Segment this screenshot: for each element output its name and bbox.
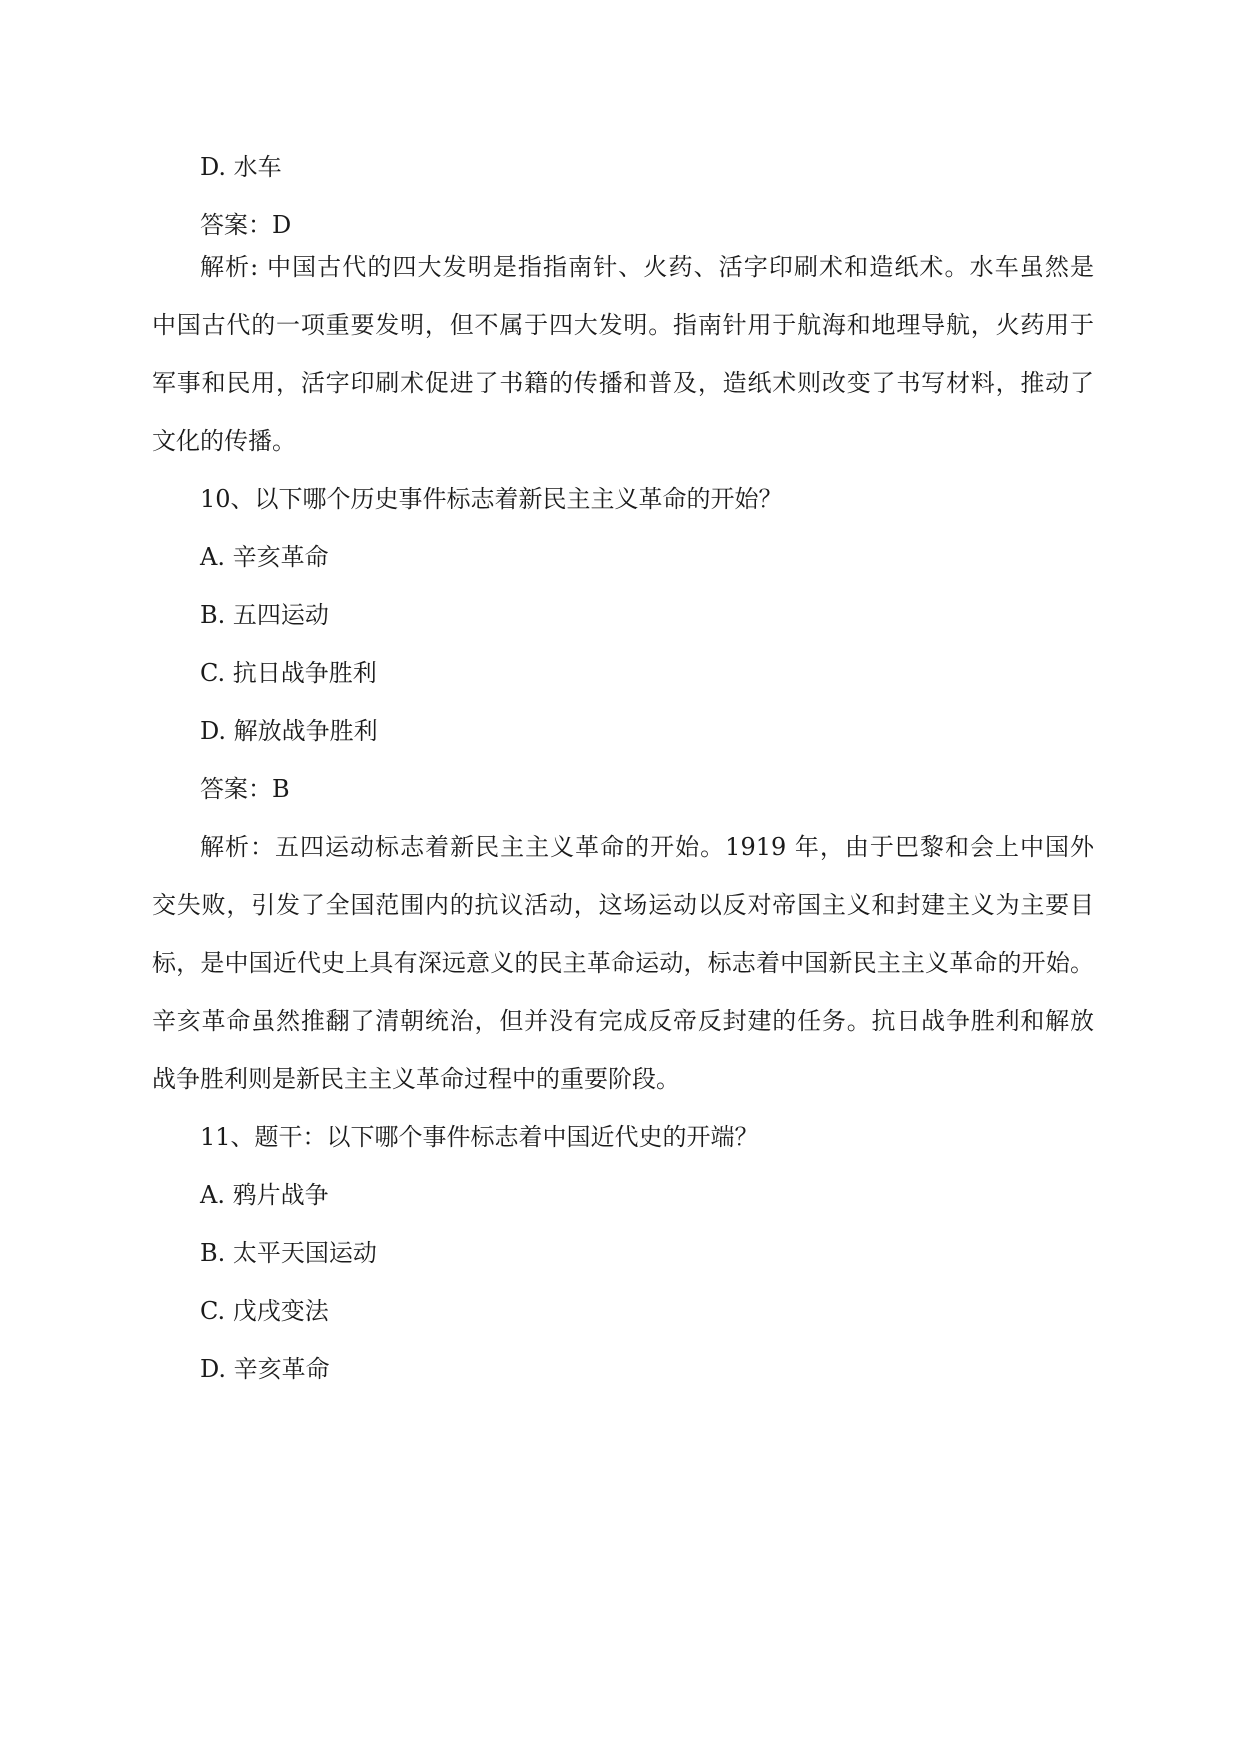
q9-answer: 答案：D bbox=[200, 211, 292, 239]
q10-analysis-line-2: 交失败，引发了全国范围内的抗议活动，这场运动以反对帝国主义和封建主义为主要目 bbox=[152, 891, 1094, 919]
q10-answer: 答案：B bbox=[200, 775, 290, 803]
q10-option-d: D. 解放战争胜利 bbox=[200, 717, 378, 745]
q9-analysis-line-4: 文化的传播。 bbox=[152, 427, 296, 455]
q10-option-a: A. 辛亥革命 bbox=[200, 543, 329, 571]
q10-option-b: B. 五四运动 bbox=[200, 601, 329, 629]
q11-option-a: A. 鸦片战争 bbox=[200, 1181, 329, 1209]
q10-analysis-line-3: 标，是中国近代史上具有深远意义的民主革命运动，标志着中国新民主主义革命的开始。 bbox=[152, 949, 1094, 977]
q10-analysis-line-4: 辛亥革命虽然推翻了清朝统治，但并没有完成反帝反封建的任务。抗日战争胜利和解放 bbox=[152, 1007, 1094, 1035]
q9-option-d: D. 水车 bbox=[200, 153, 282, 181]
q11-option-b: B. 太平天国运动 bbox=[200, 1239, 377, 1267]
q9-analysis-line-2: 中国古代的一项重要发明，但不属于四大发明。指南针用于航海和地理导航，火药用于 bbox=[152, 311, 1094, 339]
q11-question: 11、题干：以下哪个事件标志着中国近代史的开端？ bbox=[200, 1123, 759, 1151]
q10-analysis-line-1: 解析：五四运动标志着新民主主义革命的开始。1919 年，由于巴黎和会上中国外 bbox=[200, 833, 1094, 861]
q10-option-c: C. 抗日战争胜利 bbox=[200, 659, 377, 687]
q10-analysis-line-5: 战争胜利则是新民主主义革命过程中的重要阶段。 bbox=[152, 1065, 680, 1093]
q10-question: 10、以下哪个历史事件标志着新民主主义革命的开始？ bbox=[200, 485, 783, 513]
q11-option-c: C. 戊戌变法 bbox=[200, 1297, 329, 1325]
q9-analysis-line-3: 军事和民用，活字印刷术促进了书籍的传播和普及，造纸术则改变了书写材料，推动了 bbox=[152, 369, 1094, 397]
q9-analysis-line-1: 解析: 中国古代的四大发明是指指南针、火药、活字印刷术和造纸术。水车虽然是 bbox=[200, 253, 1094, 281]
q11-option-d: D. 辛亥革命 bbox=[200, 1355, 330, 1383]
